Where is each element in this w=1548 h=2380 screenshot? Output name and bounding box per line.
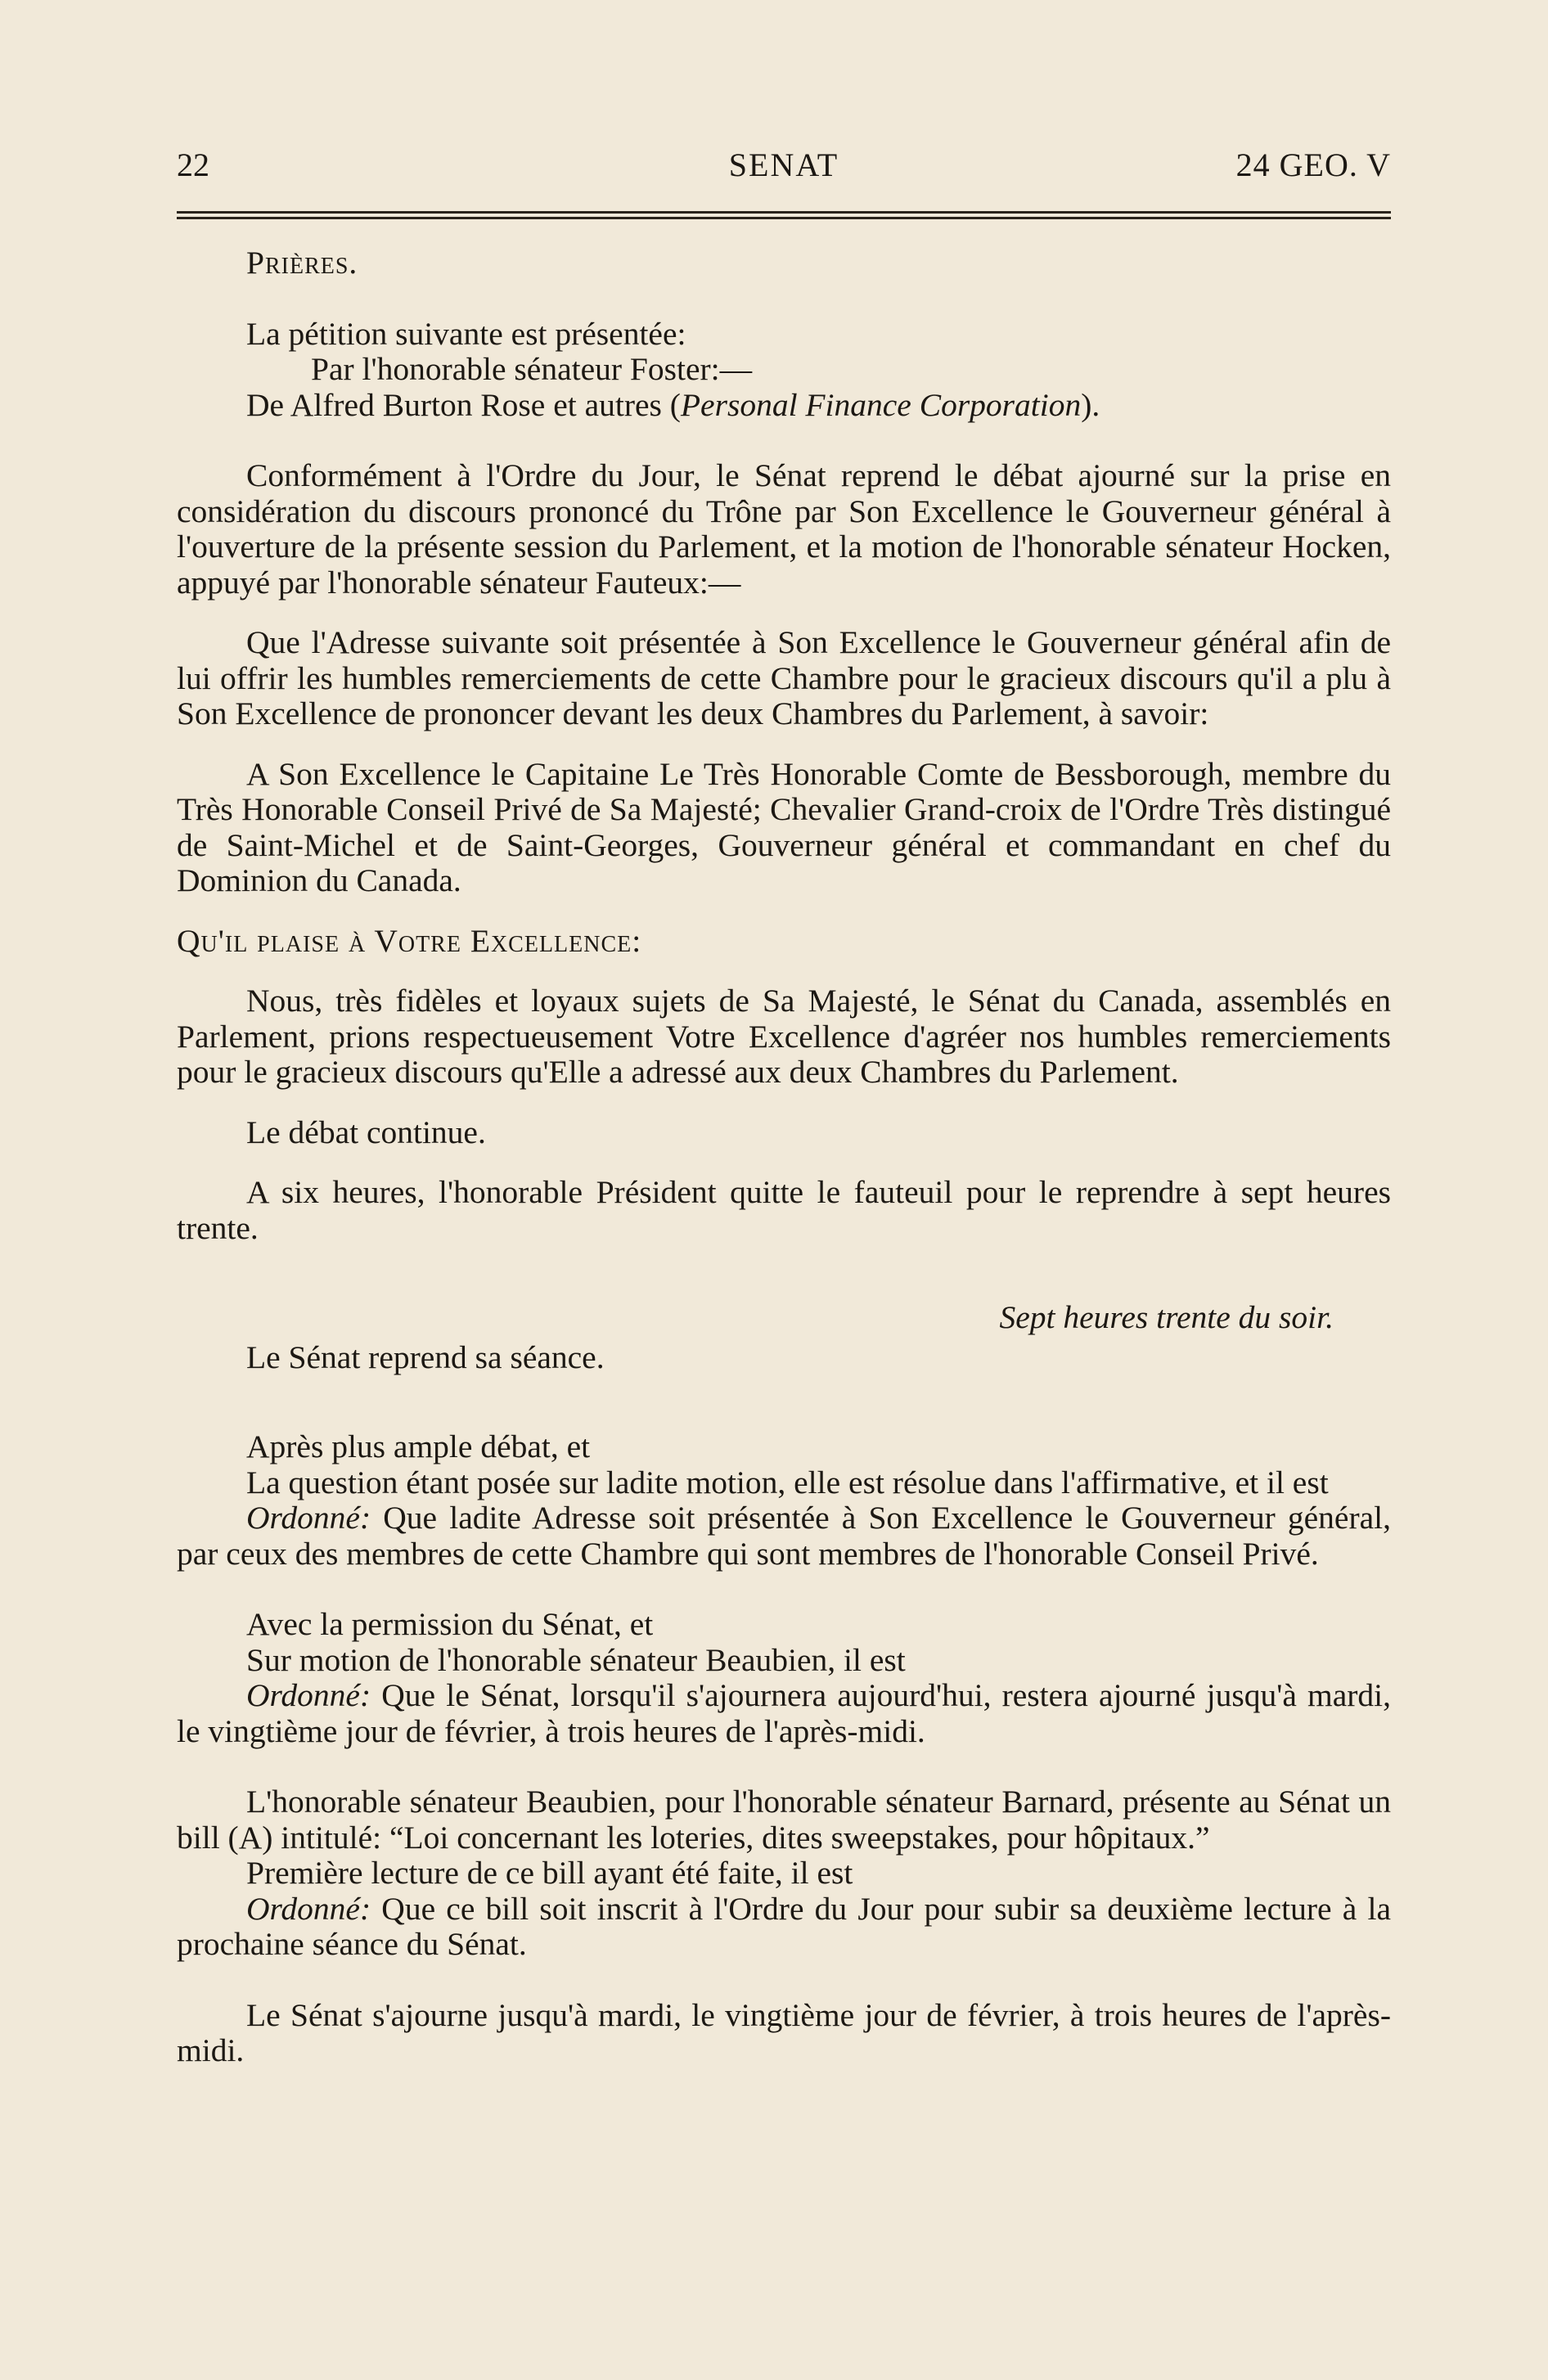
conformement-paragraph: Conformément à l'Ordre du Jour, le Sénat reprend le débat ajourné sur la prise en considération du discours prononcé du Trône par Son Excellence le Gouverneur général à l'ouverture de la présente session du Parlement, et la motion de l'honorable sénateur Hocken, appuyé par l'honorable sénateur Fauteux:— <box>177 457 1391 601</box>
debat-continue: Le débat continue. <box>246 1114 486 1150</box>
petition-end: ). <box>1081 386 1100 423</box>
ordonne-adresse <box>177 1500 1391 1572</box>
petition-par: Par l'honorable sénateur Foster:— <box>311 351 753 387</box>
session-label: 24 GEO. V <box>1235 146 1391 183</box>
ordonne-ajournement-text: Que le Sénat, lorsqu'il s'ajournera aujourd'hui, restera ajourné jusqu'à mardi, le vingtième jour de février, à trois heures de l'après-midi. <box>177 1677 1391 1749</box>
premiere-lecture: Première lecture de ce bill ayant été faite, il est <box>246 1855 853 1891</box>
ajournement-paragraph: Le Sénat s'ajourne jusqu'à mardi, le vingtième jour de février, à trois heures de l'après-midi. <box>177 1996 1391 2068</box>
ordonne-label: Ordonné: <box>246 1500 371 1536</box>
seance-reprise: Le Sénat reprend sa séance. <box>246 1338 605 1375</box>
evening-sitting-time: Sept heures trente du soir. <box>999 1299 1334 1335</box>
running-title: SENAT <box>728 146 839 183</box>
sur-motion: Sur motion de l'honorable sénateur Beaubien, il est <box>246 1641 906 1678</box>
ordonne-label: Ordonné: <box>246 1677 371 1713</box>
ordonne-label: Ordonné: <box>246 1890 371 1927</box>
ordonne-adresse-text: Que ladite Adresse soit présentée à Son Excellence le Gouverneur général, par ceux des membres de cette Chambre qui sont membres de l'honorable Conseil Privé. <box>177 1500 1391 1572</box>
ordonne-bill-text: Que ce bill soit inscrit à l'Ordre du Jour pour subir sa deuxième lecture à la prochaine séance du Sénat. <box>177 1890 1391 1962</box>
six-heures-paragraph: A six heures, l'honorable Président quitte le fauteuil pour le reprendre à sept heures trente. <box>177 1174 1391 1246</box>
page-body <box>177 245 1391 2069</box>
adresse-paragraph: Que l'Adresse suivante soit présentée à Son Excellence le Gouverneur général afin de lui offrir les humbles remerciements de cette Chambre pour le gracieux discours qu'il a plu à Son Excellence de prononcer devant les deux Chambres du Parlement, à savoir: <box>177 624 1391 731</box>
quil-plaise-heading: Qu'il plaise à Votre Excellence: <box>177 922 642 959</box>
page-number: 22 <box>177 146 209 183</box>
bill-a-paragraph: L'honorable sénateur Beaubien, pour l'honorable sénateur Barnard, présente au Sénat un bill (A) intitulé: “Loi concernant les loteries, dites sweepstakes, pour hôpitaux.” <box>177 1784 1391 1856</box>
ordonne-bill <box>177 1892 1391 1963</box>
avec-permission: Avec la permission du Sénat, et <box>246 1606 654 1642</box>
petition-de-text: De Alfred Burton Rose et autres ( <box>246 386 681 423</box>
header-double-rule <box>177 211 1391 219</box>
a-son-excellence-paragraph: A Son Excellence le Capitaine Le Très Honorable Comte de Bessborough, membre du Très Honorable Conseil Privé de Sa Majesté; Chevalier Grand-croix de l'Ordre Très distingué de Saint-Michel et de Saint-Georges, Gouverneur général et commandant en chef du Dominion du Canada. <box>177 755 1391 898</box>
ordonne-ajournement <box>177 1678 1391 1749</box>
petition-de <box>177 388 1391 424</box>
nous-paragraph: Nous, très fidèles et loyaux sujets de Sa Majesté, le Sénat du Canada, assemblés en Parlement, prions respectueusement Votre Excellence d'agréer nos humbles remerciements pour le gracieux discours qu'Elle a adressé aux deux Chambres du Parlement. <box>177 983 1391 1090</box>
petition-corporation: Personal Finance Corporation <box>680 386 1082 423</box>
apres-plus-ample: Après plus ample débat, et <box>246 1428 591 1464</box>
prieres-heading: Prières. <box>246 245 358 281</box>
petition-intro: La pétition suivante est présentée: <box>246 315 686 352</box>
question-posee: La question étant posée sur ladite motion, elle est résolue dans l'affirmative, et il est <box>246 1464 1329 1500</box>
